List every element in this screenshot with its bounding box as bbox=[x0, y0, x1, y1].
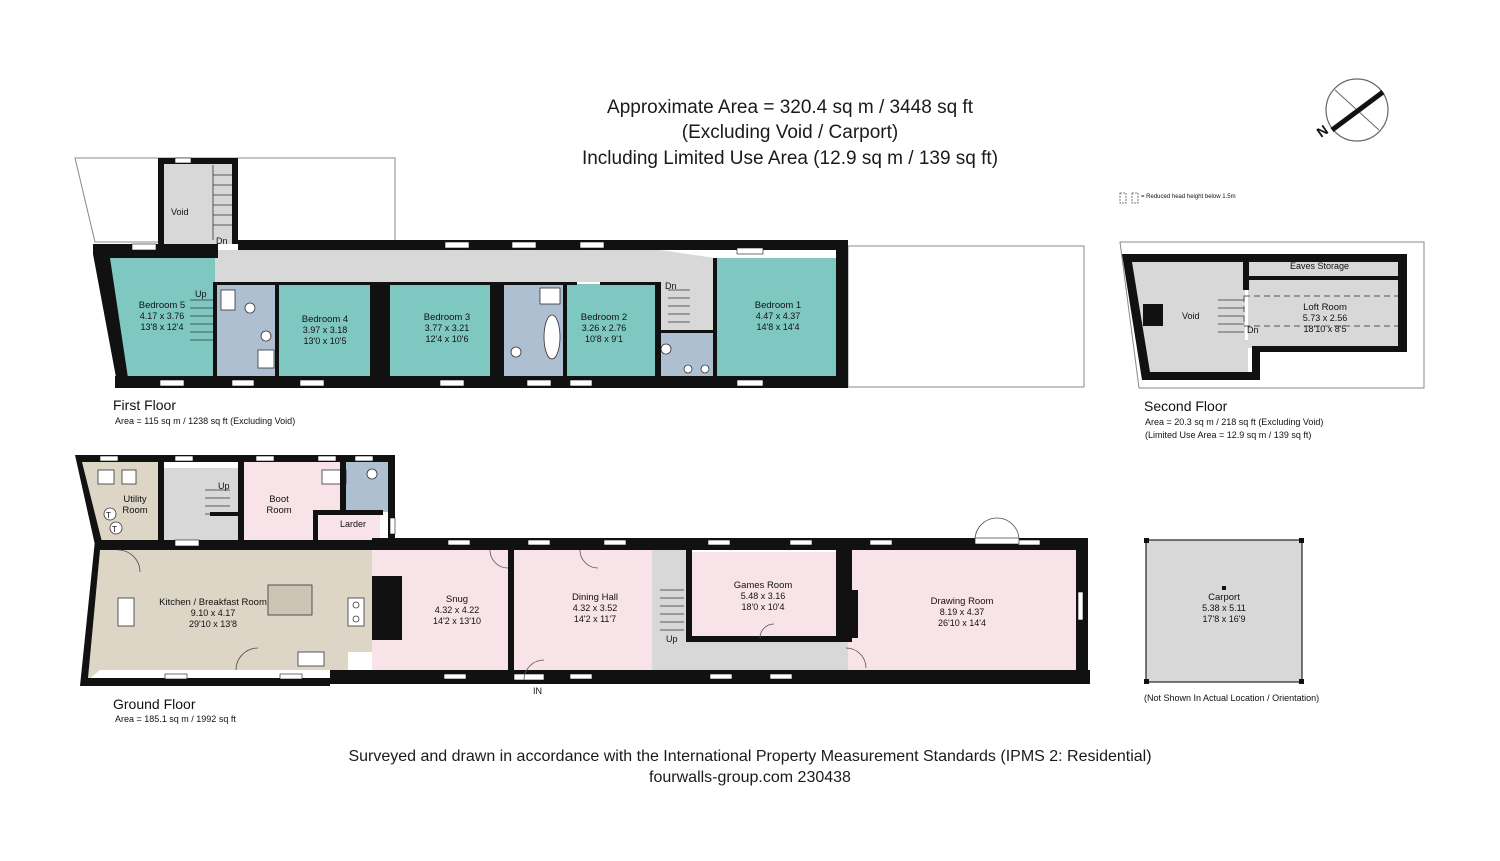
room-name: Bedroom 2 bbox=[580, 312, 628, 323]
room-name: Kitchen / Breakfast Room bbox=[159, 597, 267, 608]
room-loft-room bbox=[1285, 302, 1365, 335]
ground-floor-title: Ground Floor bbox=[113, 696, 196, 712]
room-name: Bedroom 5 bbox=[138, 300, 186, 311]
room-imperial: 17'8 x 16'9 bbox=[1202, 614, 1246, 624]
carport-note: (Not Shown In Actual Location / Orientation) bbox=[1144, 693, 1320, 703]
svg-text:T: T bbox=[112, 525, 117, 534]
legend-reduced-head-height bbox=[1120, 193, 1138, 203]
room-name-line2: Room bbox=[266, 505, 292, 516]
ff-up-label: Up bbox=[195, 289, 207, 299]
ff-dn-label-2: Dn bbox=[665, 281, 677, 291]
room-utility-room bbox=[110, 494, 160, 516]
room-metric: 4.47 x 4.37 bbox=[755, 311, 801, 321]
second-floor-limited-area: (Limited Use Area = 12.9 sq m / 139 sq ft) bbox=[1145, 430, 1312, 440]
room-carport bbox=[1186, 592, 1262, 625]
room-name: Carport bbox=[1208, 592, 1240, 603]
room-imperial: 14'8 x 14'4 bbox=[756, 322, 800, 332]
room-imperial: 10'8 x 9'1 bbox=[585, 334, 623, 344]
second-floor-area: Area = 20.3 sq m / 218 sq ft (Excluding Void) bbox=[1145, 417, 1324, 427]
gf-up-label: Up bbox=[218, 481, 230, 491]
room-metric: 9.10 x 4.17 bbox=[190, 608, 236, 618]
room-imperial: 26'10 x 14'4 bbox=[938, 618, 986, 628]
room-name-line1: Utility bbox=[123, 494, 147, 505]
room-larder: Larder bbox=[340, 519, 367, 529]
header-exclusions-line: (Excluding Void / Carport) bbox=[681, 122, 899, 143]
header-area-line: Approximate Area = 320.4 sq m / 3448 sq ft bbox=[607, 97, 973, 118]
ground-floor-plan bbox=[75, 455, 1304, 686]
room-drawing-room bbox=[920, 596, 1004, 629]
compass-north-label: N bbox=[1313, 121, 1332, 141]
footer-reference-line: fourwalls-group.com 230438 bbox=[649, 769, 851, 786]
room-metric: 3.97 x 3.18 bbox=[302, 325, 348, 335]
room-metric: 3.77 x 3.21 bbox=[424, 323, 470, 333]
compass-icon bbox=[1314, 79, 1388, 141]
ff-void-label: Void bbox=[171, 207, 189, 217]
room-boot-room bbox=[255, 494, 303, 516]
ff-dn-label: Dn bbox=[216, 236, 228, 246]
entrance-label: IN bbox=[533, 686, 542, 696]
room-metric: 5.73 x 2.56 bbox=[1302, 313, 1348, 323]
room-dining-hall bbox=[554, 592, 636, 625]
room-name: Bedroom 1 bbox=[754, 300, 802, 311]
room-kitchen-breakfast bbox=[148, 597, 278, 630]
sf-eaves-label: Eaves Storage bbox=[1290, 261, 1350, 271]
room-metric: 3.26 x 2.76 bbox=[581, 323, 627, 333]
first-floor-area: Area = 115 sq m / 1238 sq ft (Excluding Void) bbox=[115, 416, 296, 426]
second-floor-title: Second Floor bbox=[1144, 398, 1228, 414]
room-bedroom-1 bbox=[733, 300, 823, 333]
sf-void-label: Void bbox=[1182, 311, 1200, 321]
room-bedroom-2 bbox=[564, 312, 644, 345]
room-metric: 4.32 x 3.52 bbox=[572, 603, 618, 613]
room-imperial: 14'2 x 11'7 bbox=[573, 614, 617, 624]
room-name-line1: Boot bbox=[269, 494, 289, 505]
legend-text: = Reduced head height below 1.5m bbox=[1141, 194, 1236, 200]
room-imperial: 14'2 x 13'10 bbox=[433, 616, 481, 626]
footer-standards-line: Surveyed and drawn in accordance with the International Property Measurement Standards (IPMS 2: Residential) bbox=[348, 748, 1152, 765]
sf-dn-label: Dn bbox=[1247, 325, 1259, 335]
room-imperial: 18'10 x 8'5 bbox=[1303, 324, 1347, 334]
room-name: Snug bbox=[445, 594, 469, 605]
room-metric: 4.32 x 4.22 bbox=[434, 605, 480, 615]
room-name: Loft Room bbox=[1303, 302, 1347, 313]
room-bedroom-3 bbox=[400, 312, 494, 345]
room-metric: 4.17 x 3.76 bbox=[139, 311, 185, 321]
room-bedroom-5 bbox=[118, 300, 206, 333]
ground-floor-area: Area = 185.1 sq m / 1992 sq ft bbox=[115, 714, 236, 724]
first-floor-plan bbox=[75, 158, 1084, 388]
gf-up-label-2: Up bbox=[666, 634, 678, 644]
room-metric: 5.38 x 5.11 bbox=[1202, 603, 1246, 613]
first-floor-title: First Floor bbox=[113, 397, 176, 413]
room-name: Bedroom 3 bbox=[423, 312, 471, 323]
room-imperial: 13'8 x 12'4 bbox=[140, 322, 184, 332]
room-imperial: 18'0 x 10'4 bbox=[741, 602, 785, 612]
room-name: Games Room bbox=[733, 580, 793, 591]
room-name: Dining Hall bbox=[572, 592, 618, 603]
room-name-line2: Room bbox=[122, 505, 148, 516]
room-name: Bedroom 4 bbox=[301, 314, 349, 325]
svg-text:T: T bbox=[106, 511, 111, 520]
room-imperial: 13'0 x 10'5 bbox=[303, 336, 347, 346]
room-metric: 8.19 x 4.37 bbox=[939, 607, 985, 617]
room-metric: 5.48 x 3.16 bbox=[740, 591, 786, 601]
second-floor-plan bbox=[1120, 242, 1424, 388]
room-imperial: 29'10 x 13'8 bbox=[189, 619, 237, 629]
room-name: Drawing Room bbox=[930, 596, 994, 607]
room-games-room bbox=[722, 580, 804, 613]
room-snug bbox=[416, 594, 498, 627]
room-bedroom-4 bbox=[280, 314, 370, 347]
header-limited-use-line: Including Limited Use Area (12.9 sq m / 139 sq ft) bbox=[581, 148, 999, 169]
room-imperial: 12'4 x 10'6 bbox=[425, 334, 469, 344]
